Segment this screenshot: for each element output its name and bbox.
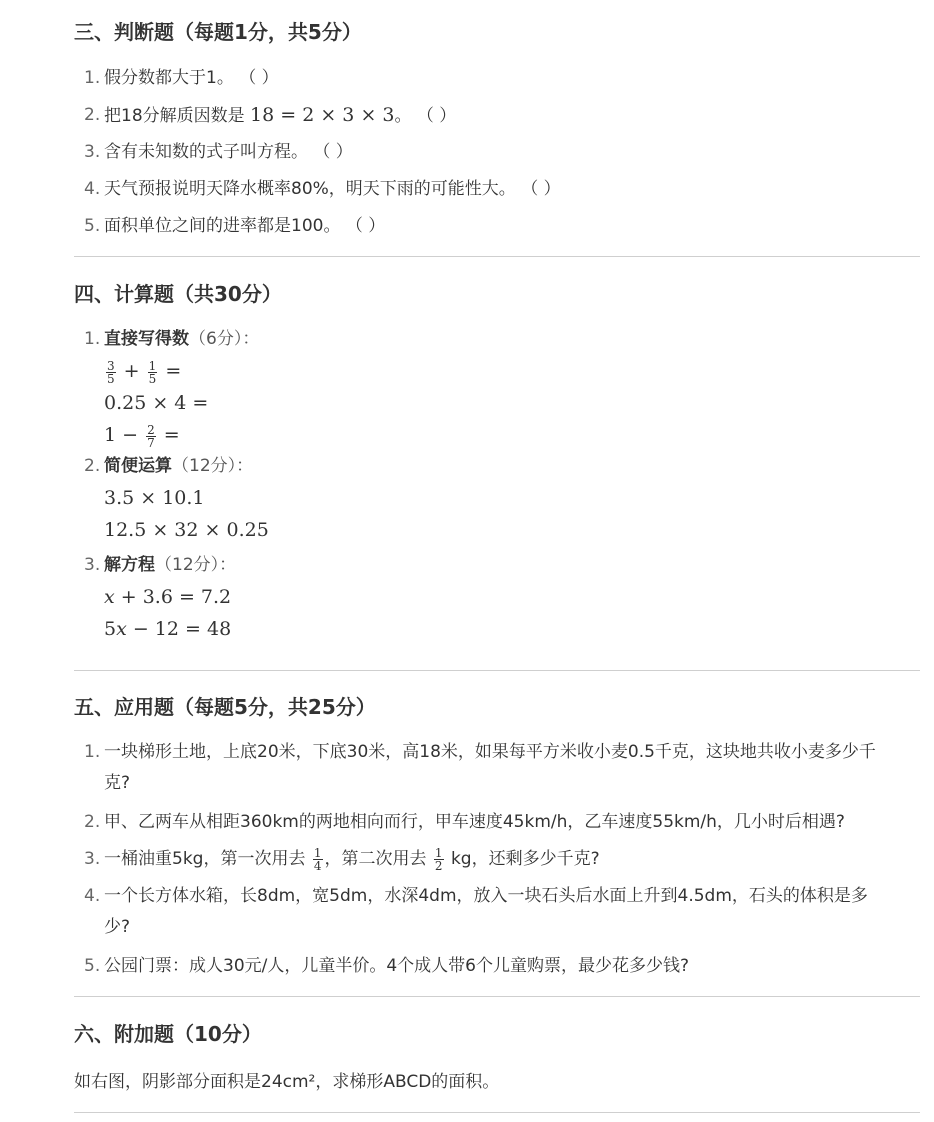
item-number: 3. (84, 555, 101, 575)
math-line: 1 − $\frac{2}{7}$ = (104, 422, 180, 450)
fraction: $\frac{1}{2}$ (434, 845, 443, 873)
section-bonus (74, 1021, 920, 1097)
item-label: 直接写得数 (104, 329, 189, 349)
math-line: 12.5 × 32 × 0.25 (104, 519, 269, 541)
item-text: 一个长方体水箱，长8dm，宽5dm，水深4dm，放入一块石头后水面上升到4.5dm，石头的体积是多 (104, 886, 868, 906)
item-text: 含有未知数的式子叫方程。 （ ） (104, 142, 353, 162)
list-item (74, 881, 920, 951)
item-text: 克? (104, 773, 131, 793)
math-line: 0.25 × 4 = (104, 392, 209, 414)
fraction: $\frac{1}{5}$ (148, 358, 157, 386)
item-number: 3. (84, 849, 101, 869)
list-item (74, 100, 920, 137)
divider (74, 670, 920, 671)
item-score: （12分）： (172, 456, 254, 476)
section-title: 五、应用题（每题5分，共25分） (74, 695, 376, 719)
list-item (74, 174, 920, 211)
item-number: 1. (84, 68, 101, 88)
math-line: $\frac{3}{5}$ + $\frac{1}{5}$ = (107, 358, 182, 386)
divider (74, 996, 920, 997)
list-item (74, 807, 920, 843)
math-expression: 18 = 2 × 3 × 3 (250, 104, 395, 126)
question-list (74, 63, 920, 248)
item-text: 把18分解质因数是 (104, 106, 251, 126)
item-label: 解方程 (104, 555, 155, 575)
item-number: 5. (84, 216, 101, 236)
section-word-problems (74, 694, 920, 987)
math-line: 3.5 × 10.1 (104, 487, 205, 509)
list-item (74, 63, 920, 100)
section-title: 三、判断题（每题1分，共5分） (74, 20, 362, 44)
list-item (74, 451, 920, 546)
list-item (74, 951, 920, 987)
item-score: （12分）： (155, 555, 237, 575)
item-text: 少? (104, 917, 131, 937)
divider (74, 1112, 920, 1113)
item-number: 4. (84, 179, 101, 199)
item-text: 天气预报说明天降水概率80%，明天下雨的可能性大。 （ ） (104, 179, 561, 199)
item-number: 2. (84, 456, 101, 476)
list-item (74, 550, 920, 645)
item-text: 公园门票：成人30元/人，儿童半价。4个成人带6个儿童购票，最少花多少钱? (104, 956, 690, 976)
item-text: 一桶油重5kg，第一次用去 (104, 849, 311, 869)
item-number: 1. (84, 742, 101, 762)
item-text: ，第二次用去 (324, 849, 432, 869)
item-label: 简便运算 (104, 456, 172, 476)
item-number: 5. (84, 956, 101, 976)
list-item (74, 137, 920, 174)
section-true-false (74, 19, 920, 248)
section-title: 四、计算题（共30分） (74, 282, 282, 306)
item-text: 甲、乙两车从相距360km的两地相向而行，甲车速度45km/h，乙车速度55km/h，几小时后相遇? (104, 812, 845, 832)
item-text: kg，还剩多少千克? (445, 849, 600, 869)
list-item (74, 843, 920, 881)
fraction: $\frac{2}{7}$ (147, 422, 155, 450)
question-list (74, 324, 920, 645)
list-item (74, 324, 920, 451)
section-calculation (74, 281, 920, 645)
math-line: 5x − 12 = 48 (104, 618, 232, 640)
item-text: 。 （ ） (394, 106, 457, 126)
item-number: 1. (84, 329, 101, 349)
question-list (74, 737, 920, 987)
fraction: $\frac{3}{5}$ (107, 358, 115, 386)
section-title: 六、附加题（10分） (74, 1022, 262, 1046)
bonus-question-text: 如右图，阴影部分面积是24cm²，求梯形ABCD的面积。 (74, 1072, 500, 1092)
item-score: （6分）： (189, 329, 260, 349)
list-item (74, 737, 920, 807)
list-item (74, 211, 920, 248)
item-text: 假分数都大于1。 （ ） (104, 68, 279, 88)
item-number: 2. (84, 812, 101, 832)
item-text: 一块梯形土地，上底20米，下底30米，高18米，如果每平方米收小麦0.5千克，这块地共收小麦多少千 (104, 742, 876, 762)
fraction: $\frac{1}{4}$ (313, 845, 322, 873)
math-line: x + 3.6 = 7.2 (104, 586, 232, 608)
divider (74, 256, 920, 257)
item-number: 3. (84, 142, 101, 162)
item-number: 2. (84, 105, 101, 125)
item-number: 4. (84, 886, 101, 906)
item-text: 面积单位之间的进率都是100。 （ ） (104, 216, 386, 236)
